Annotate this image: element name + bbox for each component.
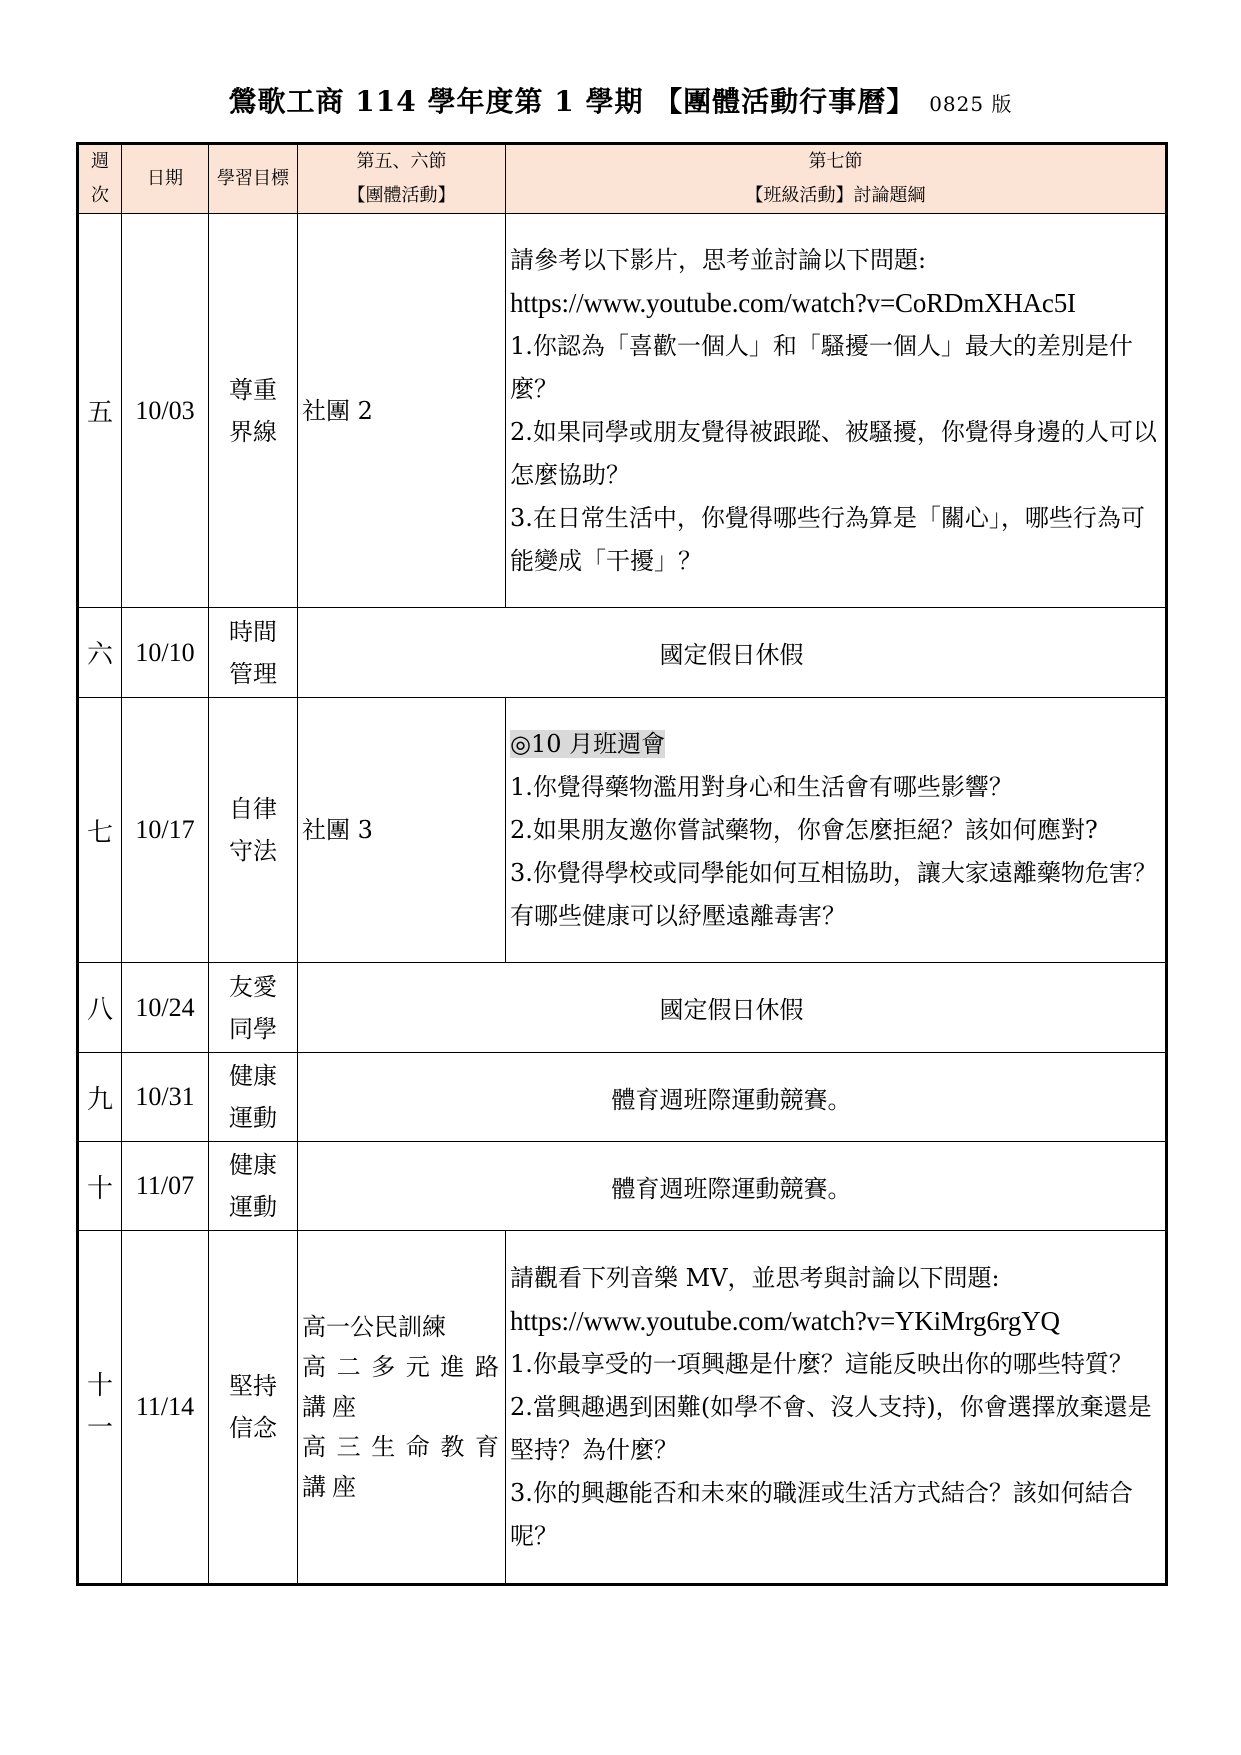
table-row — [78, 214, 1167, 608]
topic-cell: 請觀看下列音樂 MV，並思考與討論以下問題: https://www.youtube.com/watch?v=YKiMrg6rgYQ 1.你最享受的一項興趣是什麼？這能反映出你的哪些特質？ 2.當興趣遇到困難(如學不會、沒人支持)，你會選擇放棄還是堅持？為什麼？ 3.你的興趣能否和未來的職涯或生活方式結合？該如何結合呢？ — [506, 1231, 1167, 1585]
week-cell: 七 — [78, 698, 122, 963]
goal-cell: 友愛 同學 — [209, 963, 298, 1053]
goal-cell: 自律 守法 — [209, 698, 298, 963]
date-cell: 11/14 — [122, 1231, 209, 1585]
date-cell: 11/07 — [122, 1142, 209, 1231]
goal-cell: 尊重 界線 — [209, 214, 298, 608]
date-cell: 10/10 — [122, 608, 209, 698]
week-cell: 五 — [78, 214, 122, 608]
table-row — [78, 1053, 1167, 1142]
header-row — [78, 144, 1167, 214]
goal-cell: 堅持 信念 — [209, 1231, 298, 1585]
class-meeting-heading: ◎10 月班週會 — [510, 729, 666, 758]
header-date: 日期 — [122, 144, 209, 214]
week-cell: 八 — [78, 963, 122, 1053]
header-goal: 學習目標 — [209, 144, 298, 214]
title-text: 鶯歌工商 114 學年度第 1 學期 【團體活動行事曆】 — [228, 85, 916, 118]
week-cell: 九 — [78, 1053, 122, 1142]
period56-cell: 社團 2 — [298, 214, 506, 608]
date-cell: 10/24 — [122, 963, 209, 1053]
date-cell: 10/31 — [122, 1053, 209, 1142]
topic-cell: 請參考以下影片，思考並討論以下問題: https://www.youtube.com/watch?v=CoRDmXHAc5I 1.你認為「喜歡一個人」和「騷擾一個人」最大的差別是什麼？ 2.如果同學或朋友覺得被跟蹤、被騷擾，你覺得身邊的人可以怎麼協助？ 3.在日常生活中，你覺得哪些行為算是「關心」，哪些行為可能變成「干擾」？ — [506, 214, 1167, 608]
table-row — [78, 1142, 1167, 1231]
header-period56: 第五、六節 【團體活動】 — [298, 144, 506, 214]
table-row — [78, 1231, 1167, 1585]
goal-cell: 健康 運動 — [209, 1142, 298, 1231]
period56-cell: 高一公民訓練 高二多元進路講座 高三生命教育講座 — [298, 1231, 506, 1585]
header-period7: 第七節 【班級活動】討論題綱 — [506, 144, 1167, 214]
table-row — [78, 963, 1167, 1053]
date-cell: 10/03 — [122, 214, 209, 608]
table-row — [78, 698, 1167, 963]
video-link[interactable]: https://www.youtube.com/watch?v=YKiMrg6rgYQ — [510, 1305, 1060, 1336]
activity-calendar-table — [76, 142, 1168, 1586]
sports-cell: 體育週班際運動競賽。 — [298, 1142, 1167, 1231]
topic-cell: ◎10 月班週會 1.你覺得藥物濫用對身心和生活會有哪些影響？ 2.如果朋友邀你嘗試藥物，你會怎麼拒絕？該如何應對? 3.你覺得學校或同學能如何互相協助，讓大家遠離藥物危害？有哪些健康可以紓壓遠離毒害？ — [506, 698, 1167, 963]
holiday-cell: 國定假日休假 — [298, 963, 1167, 1053]
page-title — [0, 80, 1241, 120]
version-label: 0825 版 — [929, 92, 1013, 116]
week-cell: 十 — [78, 1142, 122, 1231]
sports-cell: 體育週班際運動競賽。 — [298, 1053, 1167, 1142]
week-cell: 六 — [78, 608, 122, 698]
goal-cell: 健康 運動 — [209, 1053, 298, 1142]
week-cell: 十 一 — [78, 1231, 122, 1585]
header-week: 週次 — [78, 144, 122, 214]
table-row — [78, 608, 1167, 698]
goal-cell: 時間 管理 — [209, 608, 298, 698]
video-link[interactable]: https://www.youtube.com/watch?v=CoRDmXHAc5I — [510, 287, 1076, 318]
period56-cell: 社團 3 — [298, 698, 506, 963]
holiday-cell: 國定假日休假 — [298, 608, 1167, 698]
date-cell: 10/17 — [122, 698, 209, 963]
